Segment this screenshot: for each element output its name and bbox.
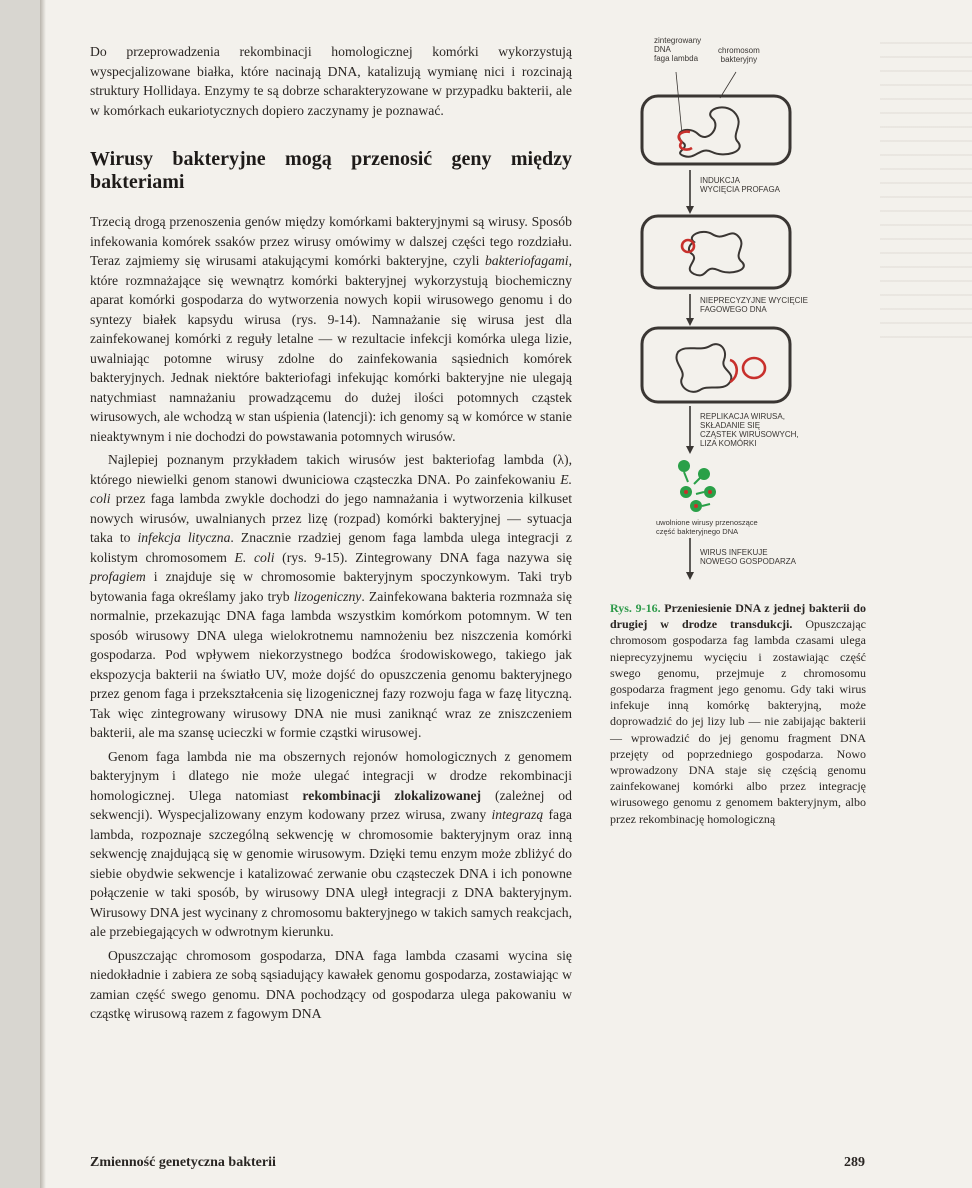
paragraph-3: Genom faga lambda nie ma obszernych rejonów homologicznych z genomem bakteryjnym i dlatego nie może ulegać integracji w drodze rekombinacji homologicznej. Ulega natomiast rekombinacji zlokalizowanej (zależnej od sekwencji). Wyspecjalizowany enzym kodowany przez wirusa, zwany integrazą faga lambda, rozpoznaje szczególną sekwencję w chromosomie bakteryjnym oraz inną sekwencję znajdującą się w genomie wirusowym. Dzięki temu enzym może zbliżyć do siebie obydwie sekwencje i katalizować zerwanie obu cząsteczek DNA i ich ponowne połączenie w taki sposób, by wirusowy DNA uległ integracji z DNA bakteryjnym. Wirusowy DNA jest wycinany z chromosomu bakteryjnego w takich samych reakcjach, ale przebiegających w odwrotnym kierunku. [90,748,572,939]
step-label-imprecise-excision: NIEPRECYZYJNE WYCIĘCIE FAGOWEGO DNA [700,296,809,314]
released-virus-particles [678,460,716,512]
arrowhead-4 [686,572,694,580]
arrowhead-3 [686,446,694,454]
virus-tail [694,478,700,484]
caption-body: Opuszczając chromosom gospodarza fag lambda czasami ulega nieprecyzyjnemu wycięciu i zostawiając część swego genomu, przejmuje z chromosomu gospodarza fragment jego genomu. Gdy taki wirus infekuje inną komórkę bakteryjną, może doprowadzić do jej lizy lub — nie zabijając bakterii — wprowadzić do jej genomu fragment DNA przejęty od poprzedniego gospodarza. Nowo wprowadzony DNA staje się częścią genomu zainfekowanej komórki albo przez integrację wirusowego genomu z genomem bakteryjnym, albo przez rekombinację homologiczną [610,617,866,826]
pointer-chromosome [720,72,736,98]
step-label-induction: INDUKCJA WYCIĘCIA PROFAGA [700,176,781,194]
virus-tail [696,492,704,494]
arrowhead-2 [686,318,694,326]
main-text-column [90,42,572,1028]
virus-particle [678,460,690,472]
bacterial-cell-3 [642,328,790,402]
virus-dna [694,504,698,508]
step-label-new-host: WIRUS INFEKUJE NOWEGO GOSPODARZA [700,548,797,566]
bacterial-cell-2 [642,216,790,288]
paragraph-4: Opuszczając chromosom gospodarza, DNA faga lambda czasami wycina się niedokładnie i zabiera ze sobą sąsiadujący kawałek genomu gospodarza, zostawiając w zamian część swego genomu. DNA pochodzący od gospodarza ulega pakowaniu w cząstkę wirusową razem z fagowym DNA [90,947,572,1021]
caption-number: Rys. 9-16. [610,601,661,615]
paragraph-2: Najlepiej poznanym przykładem takich wirusów jest bakteriofag lambda (λ), którego niewielki genom stanowi dwuniciowa cząsteczka DNA. Po zainfekowaniu E. coli przez faga lambda zwykle dochodzi do jego namnażania i wytworzenia kilkuset nowych wirusów, uwalnianych przez lizę (rozpad) komórki bakteryjnej — sytuacja taka to infekcja lityczna. Znacznie rzadziej genom faga lambda ulega integracji z kolistym chromosomem E. coli (rys. 9-15). Zintegrowany DNA faga nazywa się profagiem i znajduje się w chromosomie bakteryjnym spoczynkowym. Taki tryb bytowania faga określamy jako tryb lizogeniczny. Zainfekowana bakteria rozmnaża się normalnie, przekazując DNA faga lambda wszystkim komórkom potomnym. W ten sposób wirusowy DNA ulega wielokrotnemu namnożeniu bez niszczenia komórki gospodarza. Pod wpływem niekorzystnego bodźca środowiskowego, takiego jak ekspozycja bakterii na światło UV, może dojść do opuszczenia genomu bakteryjnego przez genom faga i przekształcenia się lizogenicznej fazy rozwoju faga w fazę lityczną. Tak więc zintegrowany wirusowy DNA nie musi zaniknąć wraz ze zniszczeniem bakterii, ale ma szansę ucieczki w formie cząstki wirusowej. [90,452,572,740]
label-bacterial-chromosome: chromosom bakteryjny [718,46,760,64]
virus-dna [708,490,712,494]
bacterial-chromosome-2 [689,232,744,275]
paragraph-1: Trzecią drogą przenoszenia genów między komórkami bakteryjnymi są wirusy. Sposób infekowania komórek ssaków przez wirusy omówimy w dalszej części tego rozdziału. Teraz zajmiemy się wirusami atakującymi komórki bakteryjne, czyli bakteriofagami, które rozmnażające się wewnątrz komórki bakteryjnej wykorzystują biochemiczny aparat komórki gospodarza do wytworzenia nowych kopii wirusowego genomu i do syntezy białek kapsydu wirusa (rys. 9-14). Namnażanie się wirusa jest dla zainfekowanej komórki z reguły letalne — w rezultacie infekcji komórka ulega lizie, uwalniając potomne wirusy zdolne do zainfekowania sąsiednich komórek bakteryjnych. Jednak niektóre bakteriofagi infekując komórki bakteryjne nie ulegają natychmiast namnażaniu prowadzącemu do dużej ilości potomnych cząstek wirusowych, ale wchodzą w stan uśpienia (latencji): ich genomy są w komórce w stanie nieaktywnym i nie dochodzi do powstawania potomnych wirusów. [90,214,572,444]
bacterial-chromosome-3 [676,344,731,392]
running-footer-title: Zmienność genetyczna bakterii [90,1155,276,1170]
step-label-replication-lysis: REPLIKACJA WIRUSA, SKŁADANIE SIĘ CZĄSTEK WIRUSOWYCH, LIZA KOMÓRKI [700,412,799,448]
virus-tail [684,472,688,482]
arrowhead-1 [686,206,694,214]
caption-title: Przeniesienie DNA z jednej bakterii do drugiej w drodze transdukcji. [610,601,866,632]
pointer-integrated [676,72,682,134]
section-heading: Wirusy bakteryjne mogą przenosić geny między bakteriami [90,148,572,193]
label-released-viruses: uwolnione wirusy przenoszące część bakteryjnego DNA [656,518,758,536]
virus-tail [702,504,710,506]
figure-caption [610,600,866,827]
bleed-through-text [880,30,972,340]
page-gutter-shadow [40,0,46,1188]
intro-paragraph: Do przeprowadzenia rekombinacji homologicznej komórki wykorzystują wyspecjalizowane białka, które nacinają DNA, katalizują wymianę nici i rozcinają struktury Hollidaya. Enzymy te są dobrze scharakteryzowane w przypadku bakterii, ale w komórkach eukariotycznych dopiero zaczynamy je poznawać. [90,44,572,118]
phage-dna-with-bacterial-fragment [743,358,765,378]
transduction-figure [612,30,872,590]
page-number: 289 [844,1155,865,1170]
virus-dna [684,490,688,494]
label-integrated-dna: zintegrowany DNA faga lambda [654,36,702,63]
